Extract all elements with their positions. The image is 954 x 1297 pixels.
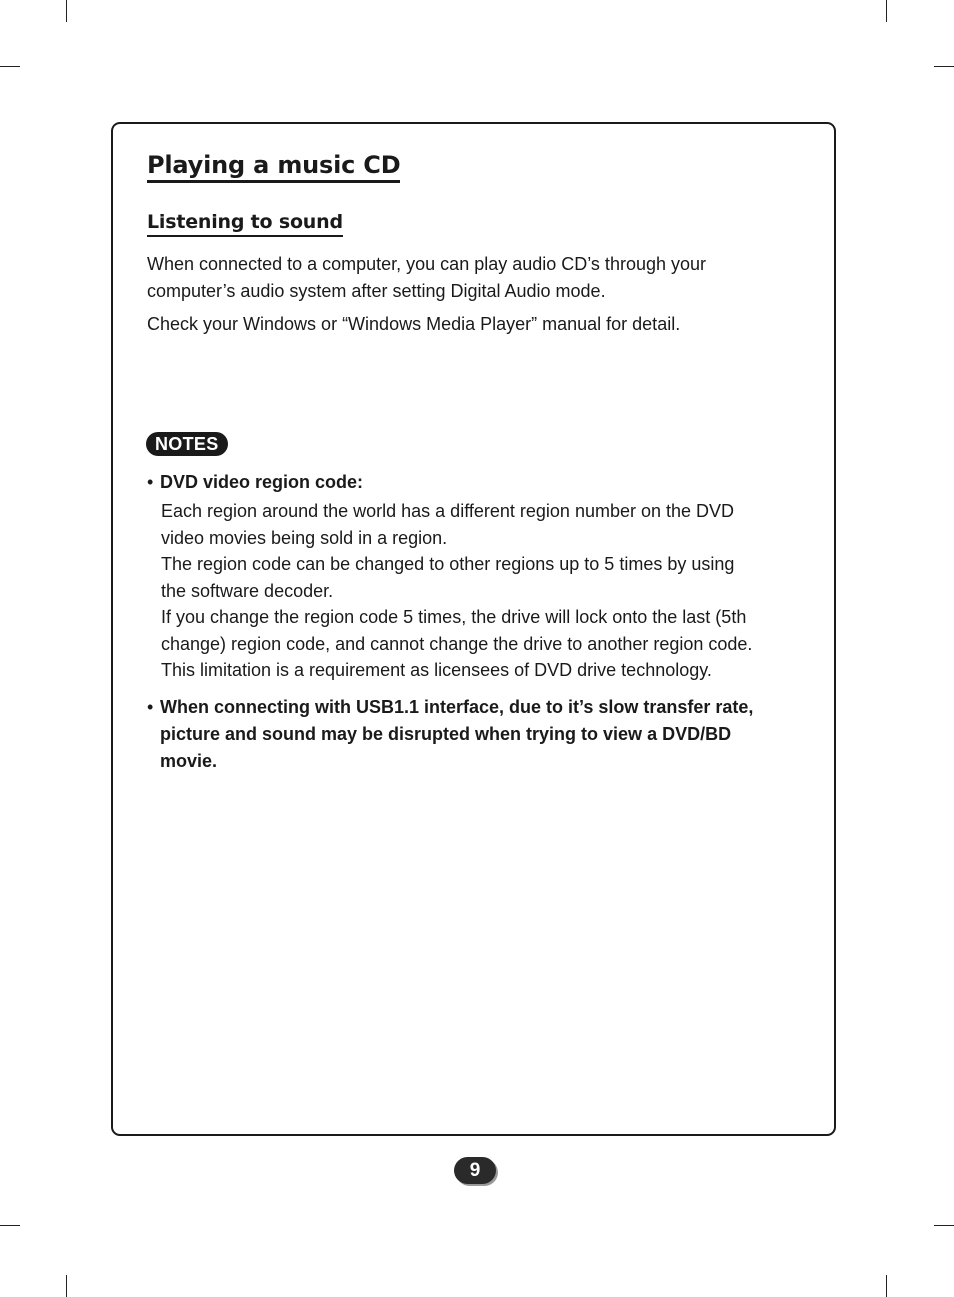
note-line: Each region around the world has a different region number on the DVD — [161, 501, 735, 521]
intro-paragraph — [147, 251, 706, 305]
note-line: The region code can be changed to other regions up to 5 times by using — [161, 554, 735, 574]
note-line: the software decoder. — [161, 580, 334, 601]
crop-mark-top-left-h — [0, 66, 20, 67]
note-line: picture and sound may be disrupted when trying to view a DVD/BD — [160, 724, 732, 744]
note-line: movie. — [160, 751, 218, 771]
note-region-code-heading: DVD video region code: — [160, 472, 364, 492]
note-usb-text — [160, 694, 753, 775]
crop-mark-bottom-left-v — [66, 1275, 67, 1297]
detail-paragraph: Check your Windows or “Windows Media Player” manual for detail. — [147, 314, 681, 334]
note-line: If you change the region code 5 times, the drive will lock onto the last (5th — [161, 607, 747, 627]
bullet-icon: • — [147, 472, 154, 492]
section-title: Listening to sound — [147, 210, 343, 237]
note-line: video movies being sold in a region. — [161, 527, 448, 548]
intro-line-2: computer’s audio system after setting Digital Audio mode. — [147, 281, 606, 301]
page-title: Playing a music CD — [147, 150, 400, 183]
note-region-code-body — [161, 498, 752, 684]
crop-mark-bottom-right-v — [886, 1275, 887, 1297]
crop-mark-top-right-h — [934, 66, 954, 67]
note-line: change) region code, and cannot change the drive to another region code. — [161, 633, 753, 654]
crop-mark-bottom-left-h — [0, 1225, 20, 1226]
crop-mark-top-left-v — [66, 0, 67, 22]
notes-badge: NOTES — [146, 432, 228, 456]
crop-mark-top-right-v — [886, 0, 887, 22]
bullet-icon: • — [147, 697, 154, 717]
note-line: When connecting with USB1.1 interface, due to it’s slow transfer rate, — [160, 697, 754, 717]
page-number-badge: 9 — [454, 1157, 496, 1184]
note-line: This limitation is a requirement as licensees of DVD drive technology. — [161, 660, 712, 680]
intro-line-1: When connected to a computer, you can play audio CD’s through your — [147, 254, 707, 274]
crop-mark-bottom-right-h — [934, 1225, 954, 1226]
